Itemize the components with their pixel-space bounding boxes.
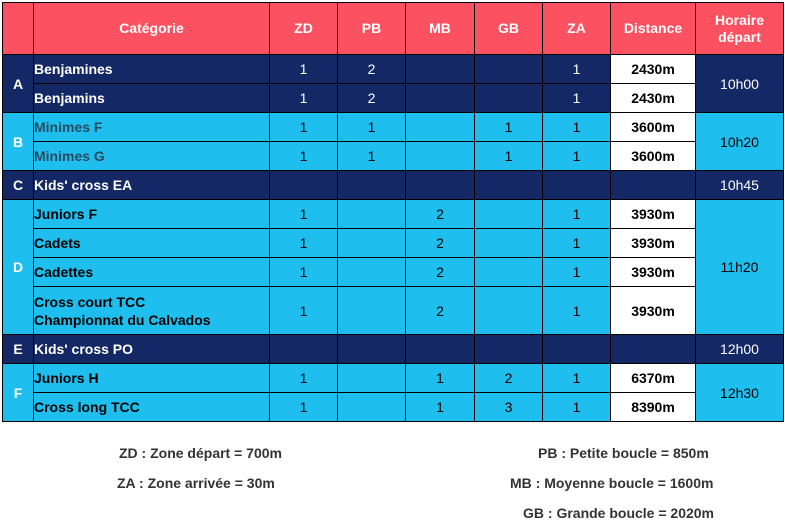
header-pb: PB: [338, 3, 406, 55]
distance-cell: [611, 171, 696, 200]
header-gb: GB: [475, 3, 543, 55]
za-cell: 1: [543, 258, 611, 287]
header-zd: ZD: [270, 3, 338, 55]
za-cell: [543, 335, 611, 364]
category-cell: Juniors H: [34, 364, 270, 393]
schedule-table: [2, 2, 784, 422]
category-cell: Benjamins: [34, 84, 270, 113]
pb-cell: 1: [338, 113, 406, 142]
gb-cell: [475, 258, 543, 287]
mb-cell: 1: [406, 393, 475, 422]
table-row: [3, 142, 784, 171]
za-cell: 1: [543, 113, 611, 142]
gb-cell: 2: [475, 364, 543, 393]
group-label-f: F: [3, 364, 34, 422]
gb-cell: 1: [475, 113, 543, 142]
gb-cell: [475, 229, 543, 258]
header-corner: [3, 3, 34, 55]
zd-cell: 1: [270, 84, 338, 113]
table-row: [3, 364, 784, 393]
start-time-a: 10h00: [696, 55, 784, 113]
gb-cell: [475, 335, 543, 364]
distance-cell: 3930m: [611, 258, 696, 287]
category-cell: Kids' cross EA: [34, 171, 270, 200]
za-cell: 1: [543, 393, 611, 422]
zd-cell: [270, 171, 338, 200]
start-time-c: 10h45: [696, 171, 784, 200]
category-cell: Minimes G: [34, 142, 270, 171]
distance-cell: 3600m: [611, 142, 696, 171]
pb-cell: 2: [338, 55, 406, 84]
gb-cell: [475, 287, 543, 335]
table-row: [3, 55, 784, 84]
zd-cell: 1: [270, 200, 338, 229]
gb-cell: [475, 200, 543, 229]
table-row: [3, 171, 784, 200]
gb-cell: [475, 55, 543, 84]
table-row: [3, 335, 784, 364]
zd-cell: [270, 335, 338, 364]
pb-cell: [338, 364, 406, 393]
header-distance: Distance: [611, 3, 696, 55]
category-cell: Cross court TCC Championnat du Calvados: [34, 287, 270, 335]
za-cell: 1: [543, 287, 611, 335]
zd-cell: 1: [270, 393, 338, 422]
legend-pb: PB : Petite boucle = 850m: [538, 445, 709, 461]
category-cell: Cross long TCC: [34, 393, 270, 422]
mb-cell: [406, 113, 475, 142]
group-label-c: C: [3, 171, 34, 200]
pb-cell: [338, 393, 406, 422]
distance-cell: 3930m: [611, 229, 696, 258]
category-cell: Cadettes: [34, 258, 270, 287]
za-cell: [543, 171, 611, 200]
group-label-a: A: [3, 55, 34, 113]
gb-cell: 3: [475, 393, 543, 422]
category-cell: Benjamines: [34, 55, 270, 84]
category-cell: Cadets: [34, 229, 270, 258]
pb-cell: [338, 335, 406, 364]
zd-cell: 1: [270, 229, 338, 258]
category-cell: Minimes F: [34, 113, 270, 142]
mb-cell: 2: [406, 229, 475, 258]
za-cell: 1: [543, 84, 611, 113]
legend-za: ZA : Zone arrivée = 30m: [117, 475, 275, 491]
mb-cell: 2: [406, 287, 475, 335]
za-cell: 1: [543, 142, 611, 171]
table-row: [3, 200, 784, 229]
pb-cell: [338, 258, 406, 287]
distance-cell: 2430m: [611, 55, 696, 84]
distance-cell: 2430m: [611, 84, 696, 113]
gb-cell: [475, 84, 543, 113]
table-row: [3, 258, 784, 287]
legend-mb: MB : Moyenne boucle = 1600m: [510, 475, 714, 491]
mb-cell: 2: [406, 200, 475, 229]
za-cell: 1: [543, 364, 611, 393]
zd-cell: 1: [270, 55, 338, 84]
pb-cell: [338, 171, 406, 200]
legend-gb: GB : Grande boucle = 2020m: [523, 505, 715, 521]
pb-cell: [338, 200, 406, 229]
distance-cell: 3930m: [611, 200, 696, 229]
start-time-f: 12h30: [696, 364, 784, 422]
header-row: [3, 3, 784, 55]
zd-cell: 1: [270, 113, 338, 142]
pb-cell: [338, 287, 406, 335]
distance-cell: 8390m: [611, 393, 696, 422]
header-horaire: Horaire départ: [696, 3, 784, 55]
start-time-b: 10h20: [696, 113, 784, 171]
mb-cell: [406, 84, 475, 113]
gb-cell: [475, 171, 543, 200]
gb-cell: 1: [475, 142, 543, 171]
legend-zd: ZD : Zone départ = 700m: [119, 445, 282, 461]
start-time-e: 12h00: [696, 335, 784, 364]
za-cell: 1: [543, 55, 611, 84]
distance-cell: 3600m: [611, 113, 696, 142]
group-label-d: D: [3, 200, 34, 335]
mb-cell: [406, 55, 475, 84]
distance-cell: [611, 335, 696, 364]
distance-cell: 6370m: [611, 364, 696, 393]
pb-cell: 1: [338, 142, 406, 171]
za-cell: 1: [543, 229, 611, 258]
category-cell: Juniors F: [34, 200, 270, 229]
zd-cell: 1: [270, 364, 338, 393]
category-cell: Kids' cross PO: [34, 335, 270, 364]
table-row: [3, 113, 784, 142]
zd-cell: 1: [270, 287, 338, 335]
mb-cell: [406, 335, 475, 364]
pb-cell: 2: [338, 84, 406, 113]
zd-cell: 1: [270, 258, 338, 287]
zd-cell: 1: [270, 142, 338, 171]
za-cell: 1: [543, 200, 611, 229]
table-row: [3, 393, 784, 422]
mb-cell: 2: [406, 258, 475, 287]
header-mb: MB: [406, 3, 475, 55]
header-za: ZA: [543, 3, 611, 55]
group-label-e: E: [3, 335, 34, 364]
table-row: [3, 84, 784, 113]
table-row: [3, 229, 784, 258]
header-categorie: Catégorie: [34, 3, 270, 55]
mb-cell: [406, 142, 475, 171]
group-label-b: B: [3, 113, 34, 171]
start-time-d: 11h20: [696, 200, 784, 335]
mb-cell: 1: [406, 364, 475, 393]
pb-cell: [338, 229, 406, 258]
distance-cell: 3930m: [611, 287, 696, 335]
mb-cell: [406, 171, 475, 200]
table-row: [3, 287, 784, 335]
